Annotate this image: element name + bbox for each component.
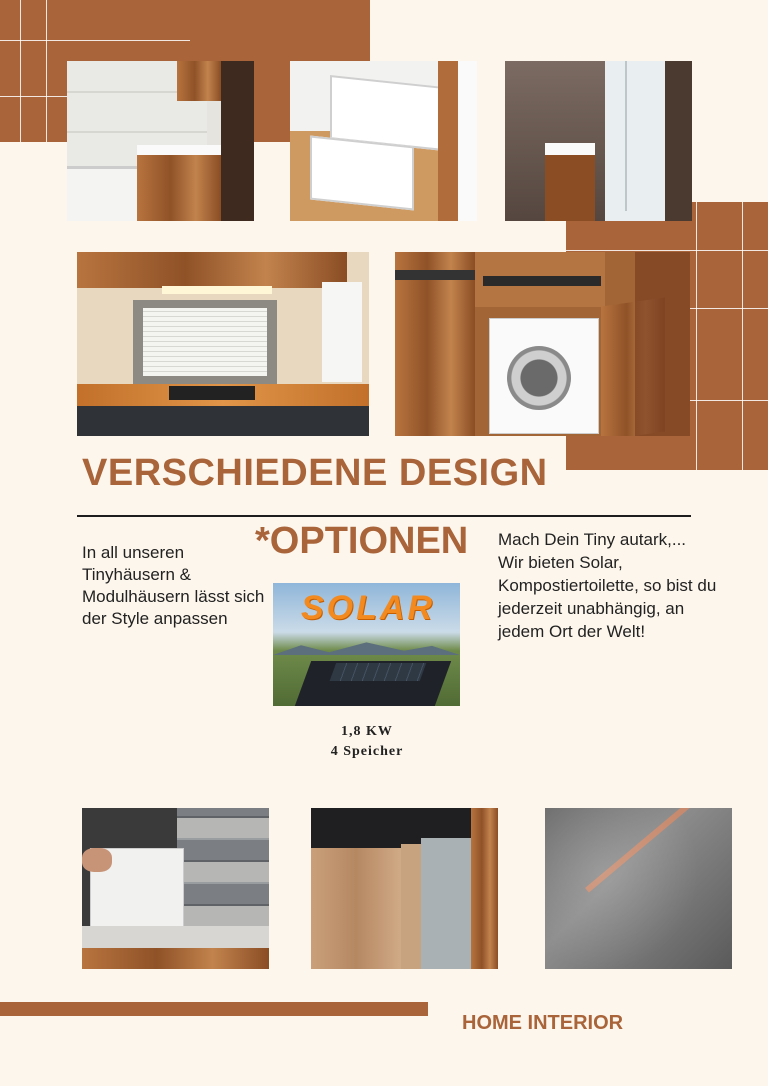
intro-text: In all unseren Tinyhäusern & Modulhäusern lässt sich der Style anpassen [82, 543, 265, 628]
footer-bar [0, 1002, 428, 1016]
solar-power: 1,8 KW [341, 724, 393, 739]
photo-stone-surface [545, 808, 732, 969]
decor-line [696, 202, 697, 470]
decor-line [20, 0, 21, 142]
divider [77, 515, 691, 517]
footer-label: HOME INTERIOR [462, 1012, 624, 1034]
photo-wood-samples [311, 808, 498, 969]
page-title: VERSCHIEDENE DESIGN [82, 452, 548, 494]
photo-tile-samples [82, 808, 269, 969]
solar-caption [274, 722, 460, 762]
photo-washing-machine [395, 252, 690, 436]
solar-storage: 4 Speicher [330, 744, 404, 759]
decor-line [0, 40, 190, 41]
photo-kitchen [77, 252, 369, 436]
photo-solar-roof [273, 583, 460, 706]
decor-line [46, 0, 47, 142]
decor-line [566, 250, 768, 251]
decor-line [742, 202, 743, 470]
photo-shower [505, 61, 692, 221]
section-subtitle: *OPTIONEN [255, 520, 469, 562]
photo-bathroom-vanity [67, 61, 254, 221]
solar-label: SOLAR [301, 589, 435, 627]
photo-drawers [290, 61, 477, 221]
autark-text: Mach Dein Tiny autark,... Wir bieten Solar, Kompostiertoilette, so bist du jederzeit unabhängig, an jedem Ort der Welt! [498, 530, 717, 641]
